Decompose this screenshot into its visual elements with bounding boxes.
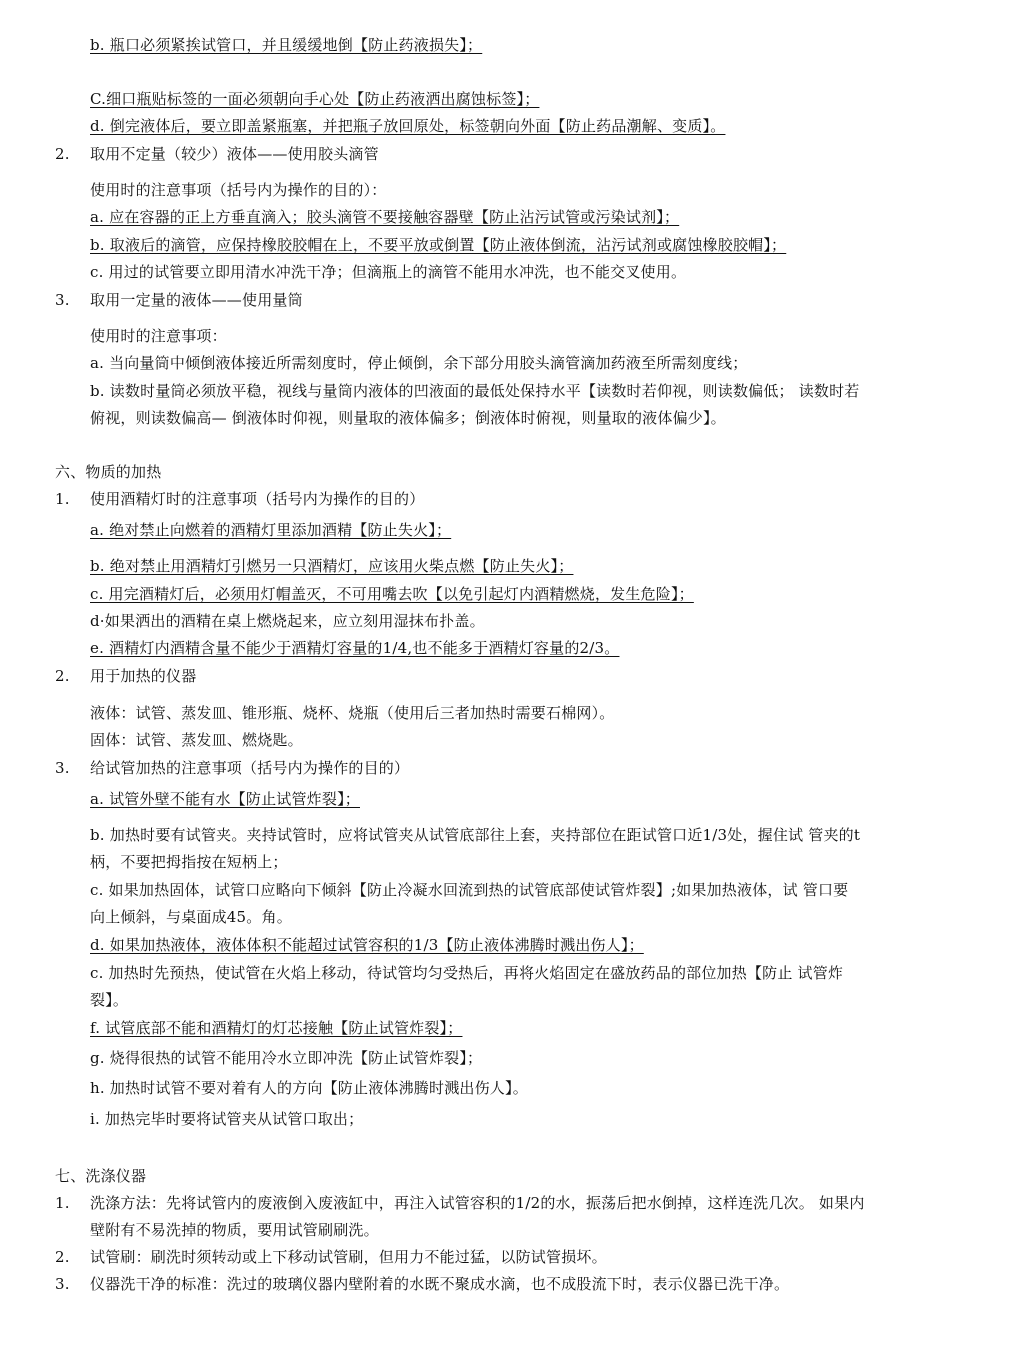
list-number: 1. [55, 1194, 70, 1212]
text-line: b. 读数时量筒必须放平稳，视线与量筒内液体的凹液面的最低处保持水平【读数时若仰视，则读数偏低； 读数时若 [90, 382, 860, 400]
text-line: c. 如果加热固体，试管口应略向下倾斜【防止冷凝水回流到热的试管底部使试管炸裂】;如果加热液体，试 管口要 [90, 881, 849, 899]
text-line: C.细口瓶贴标签的一面必须朝向手心处【防止药液洒出腐蚀标签】； [90, 90, 540, 108]
section-heading: 七、洗涤仪器 [55, 1167, 147, 1185]
text-line: 固体：试管、蒸发皿、燃烧匙。 [90, 731, 303, 749]
text-line: g. 烧得很热的试管不能用冷水立即冲洗【防止试管炸裂】； [90, 1049, 483, 1067]
text-line: f. 试管底部不能和酒精灯的灯芯接触【防止试管炸裂】； [90, 1019, 463, 1037]
text-line: d. 倒完液体后，要立即盖紧瓶塞，并把瓶子放回原处，标签朝向外面【防止药品潮解、变质】。 [90, 117, 726, 135]
list-number: 1. [55, 490, 70, 508]
text-line: 使用时的注意事项（括号内为操作的目的）： [90, 181, 387, 199]
list-heading: 试管刷：刷洗时须转动或上下移动试管刷，但用力不能过猛，以防试管损坏。 [90, 1248, 607, 1266]
text-line: b. 取液后的滴管，应保持橡胶胶帽在上，不要平放或倒置【防止液体倒流，沾污试剂或腐蚀橡胶胶帽】； [90, 236, 787, 254]
list-number: 3. [55, 291, 70, 309]
list-number: 3. [55, 759, 70, 777]
text-line: 裂】。 [90, 991, 129, 1009]
text-line: d·如果洒出的酒精在桌上燃烧起来，应立刻用湿抹布扑盖。 [90, 612, 485, 630]
text-line: c. 加热时先预热，使试管在火焰上移动，待试管均匀受热后，再将火焰固定在盛放药品的部位加热【防止 试管炸 [90, 964, 844, 982]
section-heading: 六、物质的加热 [55, 463, 162, 481]
list-number: 2. [55, 1248, 70, 1266]
text-line: e. 酒精灯内酒精含量不能少于酒精灯容量的1/4,也不能多于酒精灯容量的2/3。 [90, 639, 620, 657]
list-heading: 仪器洗干净的标准：洗过的玻璃仪器内壁附着的水既不聚成水滴，也不成股流下时，表示仪器已洗干净。 [90, 1275, 790, 1293]
text-line: h. 加热时试管不要对着有人的方向【防止液体沸腾时溅出伤人】。 [90, 1079, 528, 1097]
text-line: b. 瓶口必须紧挨试管口，并且缓缓地倒【防止药液损失】； [90, 36, 483, 54]
list-heading: 取用不定量（较少）液体——使用胶头滴管 [90, 145, 379, 163]
text-line: d. 如果加热液体，液体体积不能超过试管容积的1/3【防止液体沸腾时溅出伤人】； [90, 936, 644, 954]
text-line: i. 加热完毕时要将试管夹从试管口取出； [90, 1110, 364, 1128]
list-heading: 洗涤方法：先将试管内的废液倒入废液缸中，再注入试管容积的1/2的水，振荡后把水倒掉，这样连洗几次。 如果内 [90, 1194, 865, 1212]
list-heading: 给试管加热的注意事项（括号内为操作的目的） [90, 759, 410, 777]
text-line: 柄，不要把拇指按在短柄上； [90, 853, 288, 871]
text-line: 向上倾斜，与桌面成45。角。 [90, 908, 292, 926]
list-heading: 取用一定量的液体——使用量筒 [90, 291, 303, 309]
text-line: a. 试管外壁不能有水【防止试管炸裂】； [90, 790, 360, 808]
list-number: 3. [55, 1275, 70, 1293]
text-line: c. 用过的试管要立即用清水冲洗干净；但滴瓶上的滴管不能用水冲洗，也不能交叉使用。 [90, 263, 687, 281]
list-number: 2. [55, 145, 70, 163]
text-line: c. 用完酒精灯后，必须用灯帽盖灭，不可用嘴去吹【以免引起灯内酒精燃烧，发生危险】； [90, 585, 694, 603]
text-line: b. 绝对禁止用酒精灯引燃另一只酒精灯，应该用火柴点燃【防止失火】； [90, 557, 574, 575]
text-line: 俯视，则读数偏高— 倒液体时仰视，则量取的液体偏多；倒液体时俯视，则量取的液体偏少】。 [90, 409, 726, 427]
text-line: a. 绝对禁止向燃着的酒精灯里添加酒精【防止失火】； [90, 521, 452, 539]
text-line: a. 当向量筒中倾倒液体接近所需刻度时，停止倾倒，余下部分用胶头滴管滴加药液至所需刻度线； [90, 354, 748, 372]
list-number: 2. [55, 667, 70, 685]
list-heading: 使用酒精灯时的注意事项（括号内为操作的目的） [90, 490, 425, 508]
text-line: a. 应在容器的正上方垂直滴入；胶头滴管不要接触容器壁【防止沾污试管或污染试剂】； [90, 208, 680, 226]
text-line: b. 加热时要有试管夹。夹持试管时，应将试管夹从试管底部往上套，夹持部位在距试管口近1/3处，握住试 管夹的t [90, 826, 861, 844]
text-line: 壁附有不易洗掉的物质，要用试管刷刷洗。 [90, 1221, 379, 1239]
list-heading: 用于加热的仪器 [90, 667, 197, 685]
text-line: 液体：试管、蒸发皿、锥形瓶、烧杯、烧瓶（使用后三者加热时需要石棉网）。 [90, 704, 615, 722]
text-line: 使用时的注意事项： [90, 327, 227, 345]
